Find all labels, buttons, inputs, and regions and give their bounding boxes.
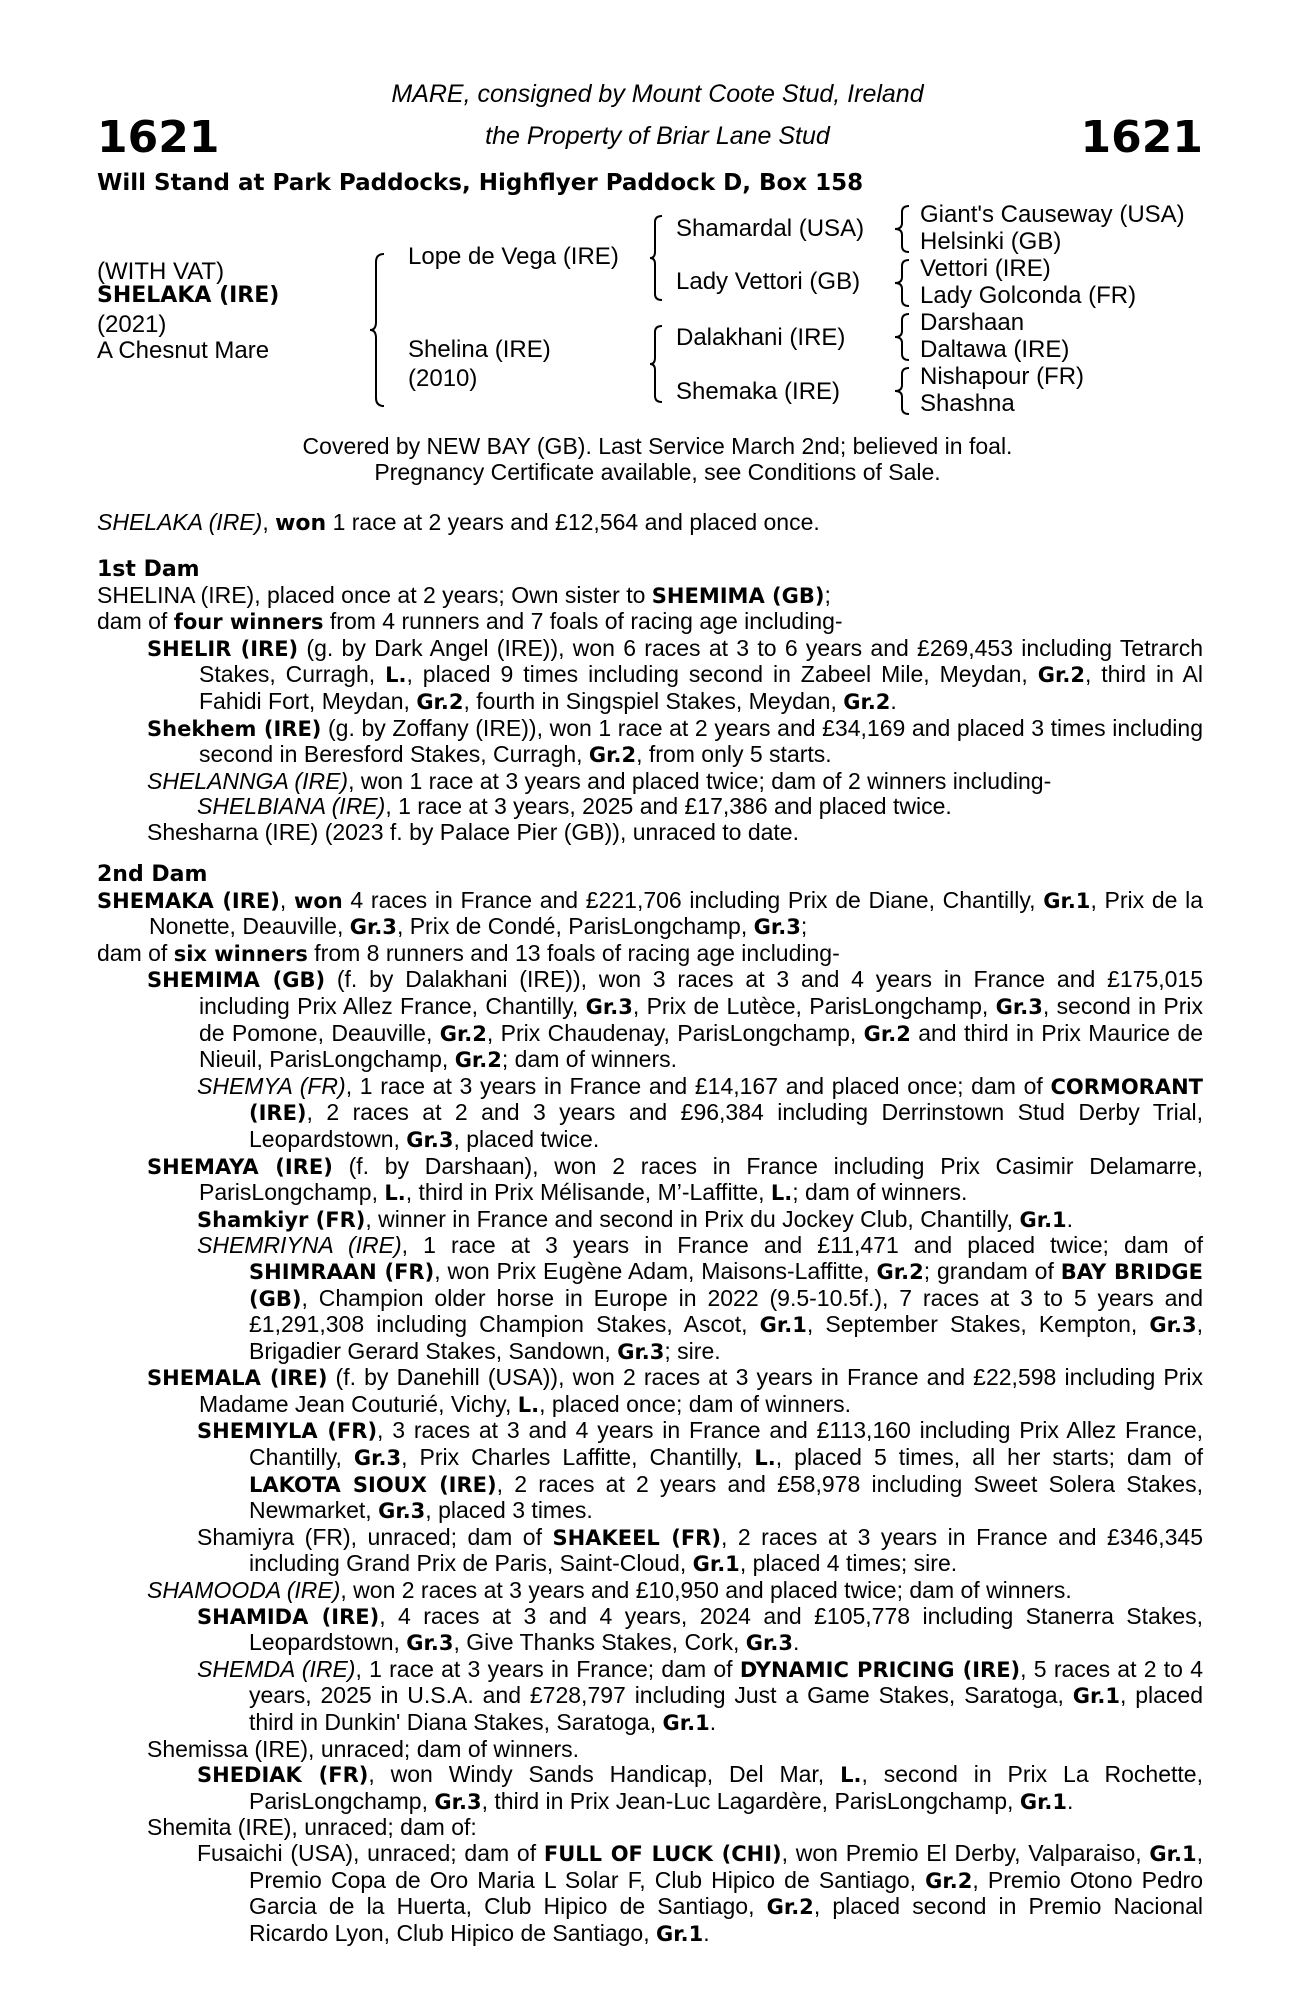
bold-name: L. [770, 1181, 793, 1206]
bold-name: Gr.2 [439, 1021, 487, 1046]
record-horse-name: SHELAKA (IRE) [97, 509, 263, 535]
first-dam-section [97, 557, 1203, 846]
property-line: the Property of Briar Lane Stud [485, 122, 830, 150]
bold-name: Gr.1 [656, 1921, 704, 1946]
first-dam-entry [97, 609, 1203, 636]
text-run: SHELINA (IRE), placed once at 2 years; Own sister to [97, 581, 652, 608]
bold-name: Gr.3 [434, 1789, 482, 1814]
text-run: ; dam of winners. [501, 1046, 678, 1073]
bold-name: SHEMALA (IRE) [147, 1366, 328, 1391]
text-run: , Prix Chaudenay, ParisLongchamp, [486, 1019, 864, 1046]
text-run: , placed third in Dunkin' Diana Stakes, Saratoga, [249, 1682, 1204, 1735]
bold-name: L. [840, 1763, 862, 1788]
text-run: . [709, 1709, 717, 1735]
text-run: , Give Thanks Stakes, Cork, [453, 1629, 746, 1656]
text-run: dam of [97, 608, 174, 635]
text-run: , Premio Copa de Oro Maria L Solar F, Club Hipico de Santiago, [249, 1839, 1204, 1893]
bold-name: SHEMAYA (IRE) [147, 1154, 333, 1179]
grandparent-1: Giant's Causeway (USA) [920, 201, 1185, 228]
bold-name: Gr.3 [995, 994, 1043, 1019]
bold-name: Gr.2 [766, 1895, 814, 1920]
bold-name: Gr.1 [1149, 1841, 1197, 1866]
horse-description: A Chesnut Mare [97, 337, 270, 364]
grandparent-4: Lady Golconda (FR) [920, 282, 1137, 309]
second-dam-entry [97, 967, 1203, 1073]
sire-sire: Shamardal (USA) [676, 215, 865, 242]
dam-dam: Shemaka (IRE) [676, 378, 841, 405]
bracket-dam [648, 324, 664, 404]
sire: Lope de Vega (IRE) [408, 243, 619, 270]
bold-name: SHEMIYLA (FR) [197, 1419, 378, 1444]
bold-name: Gr.1 [1019, 1789, 1068, 1814]
bold-name: Gr.2 [863, 1021, 911, 1046]
text-run: , placed 5 times, all her starts; dam of [775, 1444, 1204, 1471]
dam-year: (2010) [408, 365, 478, 392]
text-run: , second in Prix de Pomone, Deauville, [199, 992, 1203, 1046]
text-run: . [703, 1919, 710, 1946]
text-run: , won Windy Sands Handicap, Del Mar, [368, 1761, 841, 1788]
vat-note: (WITH VAT) [97, 258, 225, 285]
text-run: Fusaichi (USA), unraced; dam of [197, 1839, 544, 1866]
bold-name: Gr.3 [617, 1339, 665, 1364]
text-run: ; grandam of [923, 1257, 1061, 1284]
dam: Shelina (IRE) [408, 336, 551, 363]
text-run: , [279, 886, 294, 913]
bold-name: won [293, 888, 343, 913]
text-run: ; sire. [664, 1337, 721, 1364]
bold-name: six winners [173, 941, 308, 966]
text-run: , 2 races at 2 and 3 years and £96,384 including Derrinstown Stud Derby Trial, Leopardstown, [249, 1099, 1203, 1152]
second-dam-entry [97, 888, 1203, 941]
grandparent-8: Shashna [920, 390, 1015, 417]
bold-name: Gr.3 [745, 1631, 793, 1656]
text-run: , third in Al Fahidi Fort, Meydan, [199, 661, 1204, 714]
grandparent-7: Nishapour (FR) [920, 363, 1085, 390]
stand-location: Will Stand at Park Paddocks, Highflyer Paddock D, Box 158 [97, 170, 864, 196]
bold-name: L. [384, 1181, 406, 1206]
lot-number-left: 1621 [97, 112, 220, 163]
race-record: SHELAKA (IRE), won 1 race at 2 years and £12,564 and placed once. [97, 509, 820, 536]
bold-name: Gr.2 [925, 1868, 973, 1893]
first-dam-entry [97, 583, 1203, 610]
second-dam-entry [97, 1207, 1203, 1234]
first-dam-entry [97, 716, 1203, 769]
text-run: Shemita (IRE), unraced; dam of: [147, 1814, 477, 1841]
second-dam-entry [97, 941, 1203, 968]
bold-name: SHAKEEL (FR) [552, 1525, 721, 1550]
italic-name: SHEMDA (IRE) [197, 1655, 356, 1682]
text-run: . [890, 687, 897, 714]
second-dam-entry [97, 1418, 1203, 1524]
bold-name: SHEDIAK (FR) [197, 1763, 369, 1788]
text-run: ; [800, 913, 808, 940]
second-dam-section [97, 862, 1203, 1947]
bold-name: DYNAMIC PRICING (IRE) [739, 1657, 1021, 1682]
bracket-sire [648, 214, 664, 302]
second-dam-entry [97, 1815, 1203, 1841]
pregnancy-note: Pregnancy Certificate available, see Conditions of Sale. [374, 459, 941, 485]
bold-name: SHIMRAAN (FR) [249, 1259, 435, 1284]
text-run: (f. by Danehill (USA)), won 2 races at 3 years in France and £22,598 including Prix Madame Jean Couturié, Vichy, [199, 1364, 1203, 1417]
consignment-line: MARE, consigned by Mount Coote Stud, Ireland [391, 80, 924, 108]
bold-name: Shekhem (IRE) [147, 716, 322, 741]
bold-name: Gr.3 [585, 994, 633, 1019]
text-run: , 1 race at 3 years in France and £11,471 and placed twice; dam of [401, 1232, 1203, 1259]
dam-sire: Dalakhani (IRE) [676, 324, 846, 351]
text-run: (g. by Dark Angel (IRE)), won 6 races at 3 to 6 years and £269,453 including Tetrarch Stakes, Curragh, [199, 634, 1204, 688]
bold-name: L. [754, 1446, 776, 1471]
bold-name: four winners [173, 610, 324, 635]
bold-name: Gr.1 [1043, 888, 1091, 913]
first-dam-entry [97, 769, 1203, 795]
second-dam-entry [97, 1154, 1203, 1207]
text-run: and third in Prix Maurice de Nieuil, ParisLongchamp, [199, 1019, 1203, 1073]
text-run: . [1066, 1205, 1074, 1232]
grandparent-2: Helsinki (GB) [920, 228, 1062, 255]
bracket-g4 [893, 366, 911, 416]
text-run: , winner in France and second in Prix du Jockey Club, Chantilly, [365, 1205, 1020, 1232]
bold-name: SHEMAKA (IRE) [97, 888, 280, 913]
italic-name: SHAMOODA (IRE) [147, 1577, 341, 1604]
grandparent-5: Darshaan [920, 309, 1025, 336]
text-run: , Prix de Lutèce, ParisLongchamp, [632, 992, 996, 1019]
first-dam-entry [97, 820, 1203, 846]
record-won: won [275, 511, 327, 536]
italic-name: SHELBIANA (IRE) [197, 793, 386, 820]
bold-name: Gr.1 [662, 1711, 710, 1735]
text-run: , third in Prix Mélisande, M’-Laffitte, [405, 1179, 771, 1206]
bold-name: CORMORANT (IRE) [249, 1074, 1203, 1126]
bold-name: LAKOTA SIOUX (IRE) [249, 1472, 497, 1497]
text-run: . [1067, 1787, 1074, 1814]
bracket-g1 [893, 204, 911, 254]
text-run: , September Stakes, Kempton, [806, 1311, 1150, 1338]
bold-name: Gr.3 [349, 915, 397, 940]
first-dam-entry [97, 636, 1203, 716]
bold-name: Gr.1 [692, 1552, 740, 1577]
horse-year: (2021) [97, 311, 167, 338]
text-run: , 5 races at 2 to 4 years, 2025 in U.S.A. and £728,797 including Just a Game Stakes, Saratoga, [249, 1655, 1203, 1709]
second-dam-heading: 2nd Dam [97, 862, 208, 887]
text-run: dam of [97, 939, 174, 966]
bold-name: Gr.3 [1149, 1313, 1197, 1338]
bold-name: Gr.2 [876, 1259, 924, 1284]
horse-name: SHELAKA (IRE) [97, 283, 280, 308]
bold-name: SHEMIMA (GB) [651, 583, 825, 608]
second-dam-entry [97, 1525, 1203, 1578]
second-dam-entry [97, 1578, 1203, 1604]
text-run: (f. by Dalakhani (IRE)), won 3 races at 3 and 4 years in France and £175,015 including Prix Allez France, Chantilly, [199, 966, 1204, 1019]
text-run: from 8 runners and 13 foals of racing age including- [307, 939, 840, 966]
bold-name: SHEMIMA (GB) [147, 968, 326, 993]
bold-name: SHAMIDA (IRE) [197, 1604, 380, 1629]
second-dam-body [97, 888, 1203, 1948]
text-run: , 2 races at 3 years in France and £346,345 including Grand Prix de Paris, Saint-Cloud, [249, 1523, 1203, 1577]
text-run: , Premio Otono Pedro Garcia de la Huerta, Club Hipico de Santiago, [249, 1866, 1203, 1920]
bold-name: Gr.3 [378, 1499, 426, 1524]
second-dam-entry [97, 1074, 1203, 1154]
bold-name: Gr.2 [1037, 663, 1085, 688]
text-run: . [792, 1629, 800, 1656]
second-dam-entry [97, 1737, 1203, 1763]
bold-name: Gr.1 [1019, 1207, 1067, 1232]
second-dam-entry [97, 1604, 1203, 1657]
bold-name: Gr.3 [406, 1127, 454, 1152]
sire-dam: Lady Vettori (GB) [676, 268, 861, 295]
grandparent-3: Vettori (IRE) [920, 255, 1051, 282]
second-dam-entry [97, 1762, 1203, 1815]
text-run: Shamiyra (FR), unraced; dam of [197, 1523, 553, 1550]
text-run: , Brigadier Gerard Stakes, Sandown, [249, 1311, 1203, 1364]
first-dam-heading: 1st Dam [97, 557, 200, 582]
text-run: (g. by Zoffany (IRE)), won 1 race at 2 years and £34,169 and placed 3 times including second in Beresford Stakes, Curragh, [199, 714, 1203, 768]
text-run: Shesharna (IRE) (2023 f. by Palace Pier (GB)), unraced to date. [147, 818, 799, 845]
italic-name: SHELANNGA (IRE) [147, 767, 349, 794]
text-run: , third in Prix Jean-Luc Lagardère, ParisLongchamp, [481, 1787, 1020, 1814]
bold-name: Gr.2 [416, 689, 464, 714]
grandparent-6: Daltawa (IRE) [920, 336, 1070, 363]
bold-name: Shamkiyr (FR) [197, 1207, 366, 1232]
text-run: , won Prix Eugène Adam, Maisons-Laffitte, [434, 1257, 877, 1284]
text-run: ; dam of winners. [792, 1179, 968, 1206]
second-dam-entry [97, 1233, 1203, 1365]
text-run: , Prix Charles Laffitte, Chantilly, [401, 1444, 755, 1471]
bold-name: SHELIR (IRE) [147, 636, 299, 661]
bold-name: L. [517, 1392, 540, 1417]
bold-name: Gr.3 [353, 1446, 402, 1471]
second-dam-entry [97, 1841, 1203, 1947]
text-run: , Prix de la Nonette, Deauville, [149, 886, 1204, 940]
bold-name: Gr.2 [454, 1048, 502, 1073]
bracket-g3 [893, 312, 911, 362]
bold-name: Gr.3 [753, 915, 801, 940]
bold-name: FULL OF LUCK (CHI) [543, 1841, 782, 1866]
bold-name: L. [385, 663, 407, 688]
second-dam-entry [97, 1365, 1203, 1418]
second-dam-entry [97, 1657, 1203, 1737]
text-run: Shemissa (IRE), unraced; dam of winners. [147, 1735, 580, 1762]
text-run: , won 2 races at 3 years and £10,950 and placed twice; dam of winners. [340, 1577, 1072, 1604]
bracket-g2 [893, 258, 911, 308]
bold-name: Gr.1 [759, 1313, 807, 1338]
bold-name: Gr.1 [1072, 1684, 1120, 1709]
lot-number-right: 1621 [1080, 112, 1203, 163]
bold-name: BAY BRIDGE (GB) [249, 1259, 1203, 1311]
first-dam-entry [97, 794, 1203, 820]
bold-name: Gr.2 [843, 689, 891, 714]
text-run: , 4 races at 3 and 4 years, 2024 and £105,778 including Stanerra Stakes, Leopardstown, [249, 1602, 1203, 1656]
text-run: 4 races in France and £221,706 including Prix de Diane, Chantilly, [342, 886, 1044, 913]
text-run: , placed 9 times including second in Zabeel Mile, Meydan, [406, 661, 1038, 688]
text-run: , 2 races at 2 years and £58,978 including Sweet Solera Stakes, Newmarket, [249, 1470, 1203, 1524]
text-run: (f. by Darshaan), won 2 races in France including Prix Casimir Delamarre, ParisLongchamp, [199, 1152, 1203, 1206]
text-run: , second in Prix La Rochette, ParisLongchamp, [249, 1761, 1203, 1814]
bold-name: Gr.2 [588, 743, 637, 768]
text-run: , Champion older horse in Europe in 2022 (9.5-10.5f.), 7 races at 3 to 5 years and £1,291,308 including Champion Stakes, Ascot, [249, 1284, 1203, 1338]
italic-name: SHEMRIYNA (IRE) [197, 1232, 402, 1259]
bold-name: Gr.3 [406, 1631, 454, 1656]
text-run: , fourth in Singspiel Stakes, Meydan, [463, 687, 844, 714]
text-run: , 1 race at 3 years in France and £14,167 and placed once; dam of [345, 1072, 1051, 1099]
record-text: 1 race at 2 years and £12,564 and placed once. [326, 509, 820, 535]
text-run: ; [824, 581, 831, 608]
covering-note: Covered by NEW BAY (GB). Last Service March 2nd; believed in foal. [302, 433, 1013, 459]
text-run: , 1 race at 3 years in France; dam of [355, 1655, 740, 1682]
text-run: , from only 5 starts. [636, 741, 832, 768]
text-run: , won Premio El Derby, Valparaiso, [781, 1839, 1150, 1866]
italic-name: SHEMYA (FR) [197, 1072, 346, 1099]
text-run: , placed twice. [453, 1125, 600, 1152]
text-run: , won 1 race at 3 years and placed twice; dam of 2 winners including- [348, 767, 1052, 794]
text-run: , 1 race at 3 years, 2025 and £17,386 and placed twice. [385, 793, 952, 820]
text-run: , placed second in Premio Nacional Ricardo Lyon, Club Hipico de Santiago, [249, 1893, 1203, 1946]
text-run: from 4 runners and 7 foals of racing age including- [323, 608, 843, 635]
text-run: , 3 races at 3 and 4 years in France and £113,160 including Prix Allez France, Chantilly, [249, 1417, 1203, 1471]
bracket-main [368, 252, 388, 408]
text-run: , placed 4 times; sire. [739, 1550, 958, 1577]
first-dam-body [97, 583, 1203, 846]
text-run: , placed once; dam of winners. [539, 1390, 852, 1417]
text-run: , Prix de Condé, ParisLongchamp, [396, 913, 754, 940]
text-run: , placed 3 times. [425, 1497, 593, 1524]
